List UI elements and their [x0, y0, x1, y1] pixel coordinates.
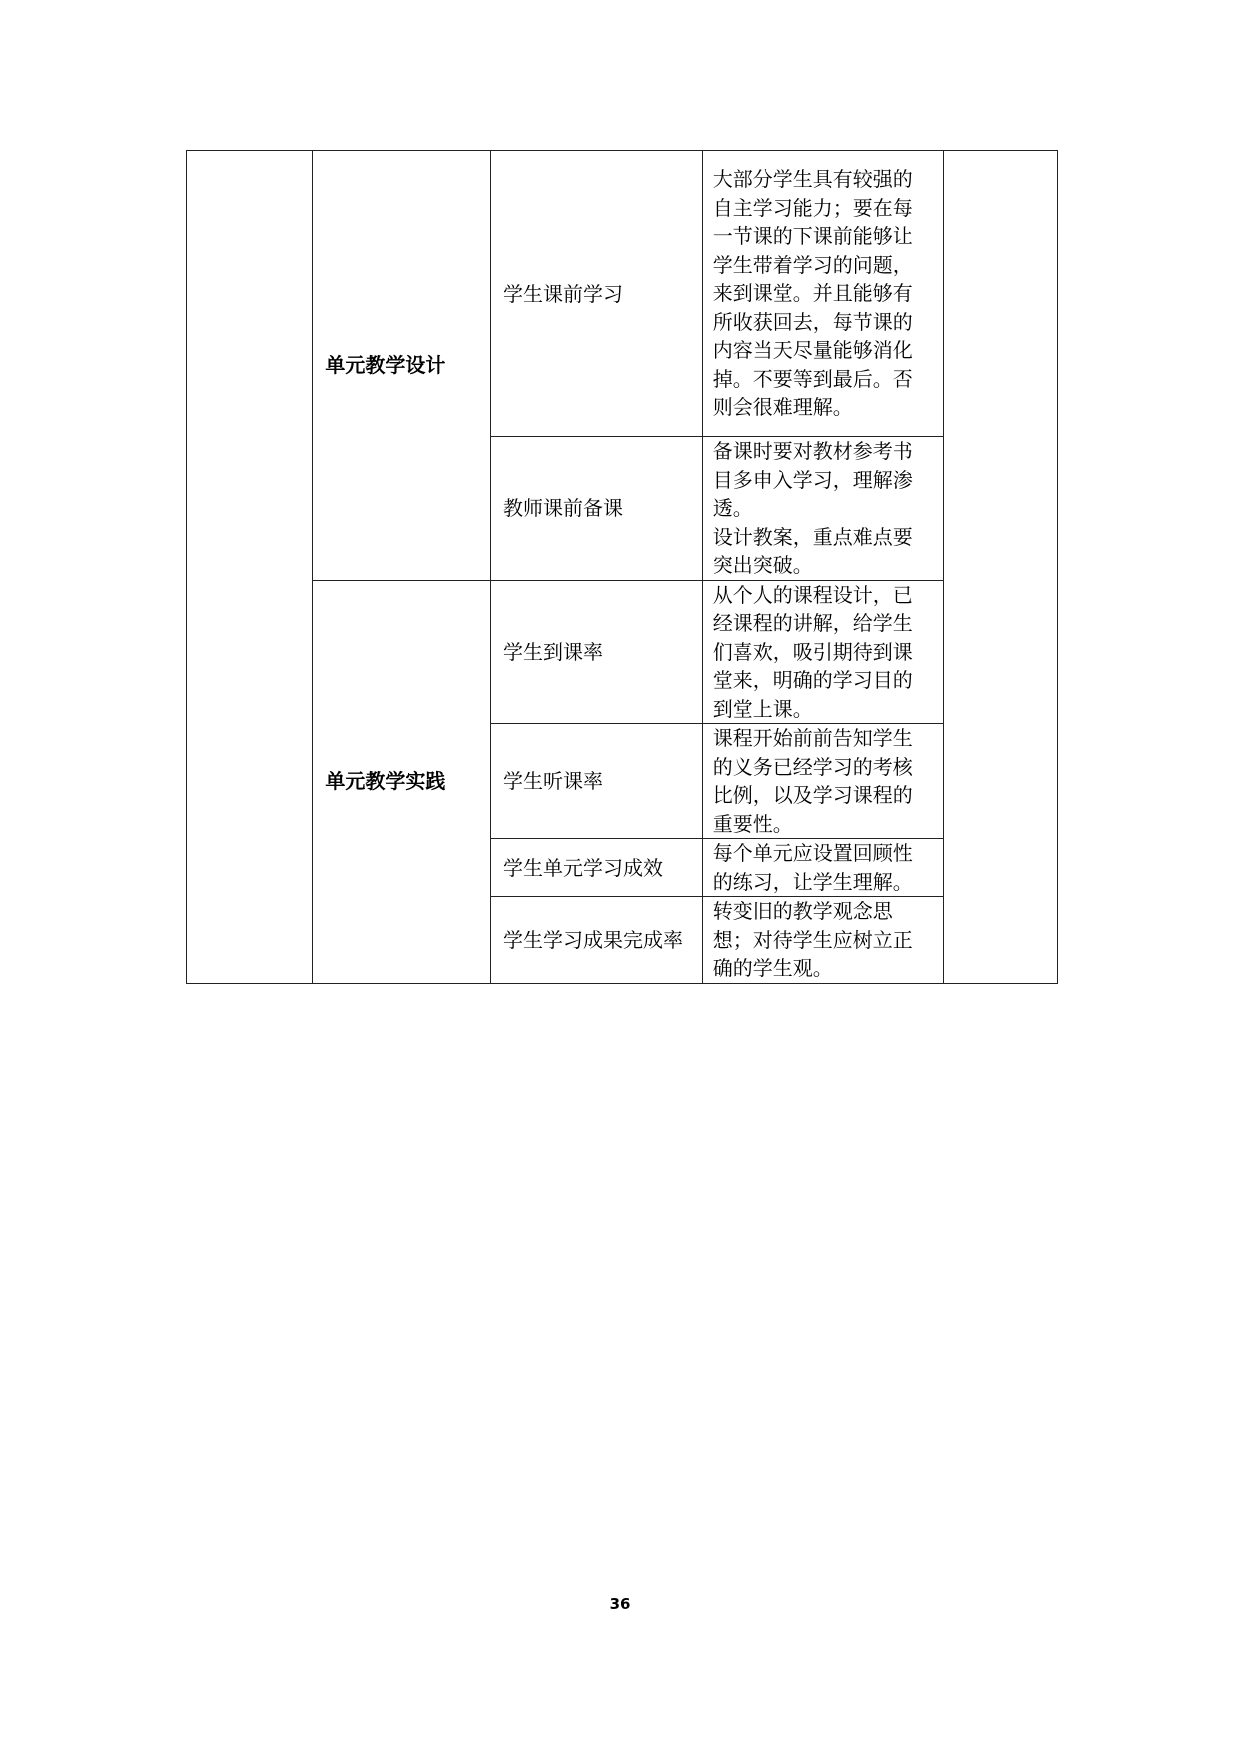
description-cell — [702, 580, 943, 724]
description-cell — [702, 897, 943, 984]
description-cell — [702, 437, 943, 581]
item-cell — [491, 580, 703, 724]
item-cell — [491, 151, 703, 437]
item-description: 转变旧的教学观念思 想；对待学生应树立正 确的学生观。 — [712, 899, 913, 980]
item-cell — [491, 437, 703, 581]
item-label: 教师课前备课 — [503, 496, 624, 521]
blank-first-column-cell — [187, 151, 313, 984]
description-cell — [702, 839, 943, 897]
item-cell — [491, 897, 703, 984]
evaluation-table — [186, 150, 1058, 984]
item-label: 学生学习成果完成率 — [503, 927, 684, 952]
blank-last-column-cell — [943, 151, 1057, 984]
item-label: 学生到课率 — [503, 639, 604, 664]
table-row — [187, 151, 1058, 437]
table-row — [187, 580, 1058, 724]
page-number: 36 — [609, 1595, 631, 1613]
section-cell — [313, 151, 491, 581]
section-cell — [313, 580, 491, 983]
section-label: 单元教学设计 — [325, 353, 446, 377]
section-label: 单元教学实践 — [325, 769, 446, 794]
item-cell — [491, 839, 703, 897]
item-label: 学生课前学习 — [503, 281, 624, 306]
item-label: 学生听课率 — [503, 769, 604, 793]
item-description: 备课时要对教材参考书 目多申入学习，理解渗 透。 设计教案，重点难点要 突出突破。 — [712, 439, 913, 577]
item-description: 从个人的课程设计，已 经课程的讲解，给学生 们喜欢，吸引期待到课 堂来，明确的学习目的 到堂上课。 — [712, 582, 913, 721]
item-label: 学生单元学习成效 — [503, 855, 664, 880]
item-description: 课程开始前前告知学生 的义务已经学习的考核 比例，以及学习课程的 重要性。 — [712, 726, 913, 836]
item-description: 每个单元应设置回顾性 的练习，让学生理解。 — [712, 841, 913, 894]
item-cell — [491, 724, 703, 839]
description-cell — [702, 724, 943, 839]
description-cell — [702, 151, 943, 437]
item-description: 大部分学生具有较强的 自主学习能力；要在每 一节课的下课前能够让 学生带着学习的问题， 来到课堂。并且能够有 所收获回去，每节课的 内容当天尽量能够消化 掉。不要等到最后。否 则会很难理解。 — [712, 167, 913, 420]
